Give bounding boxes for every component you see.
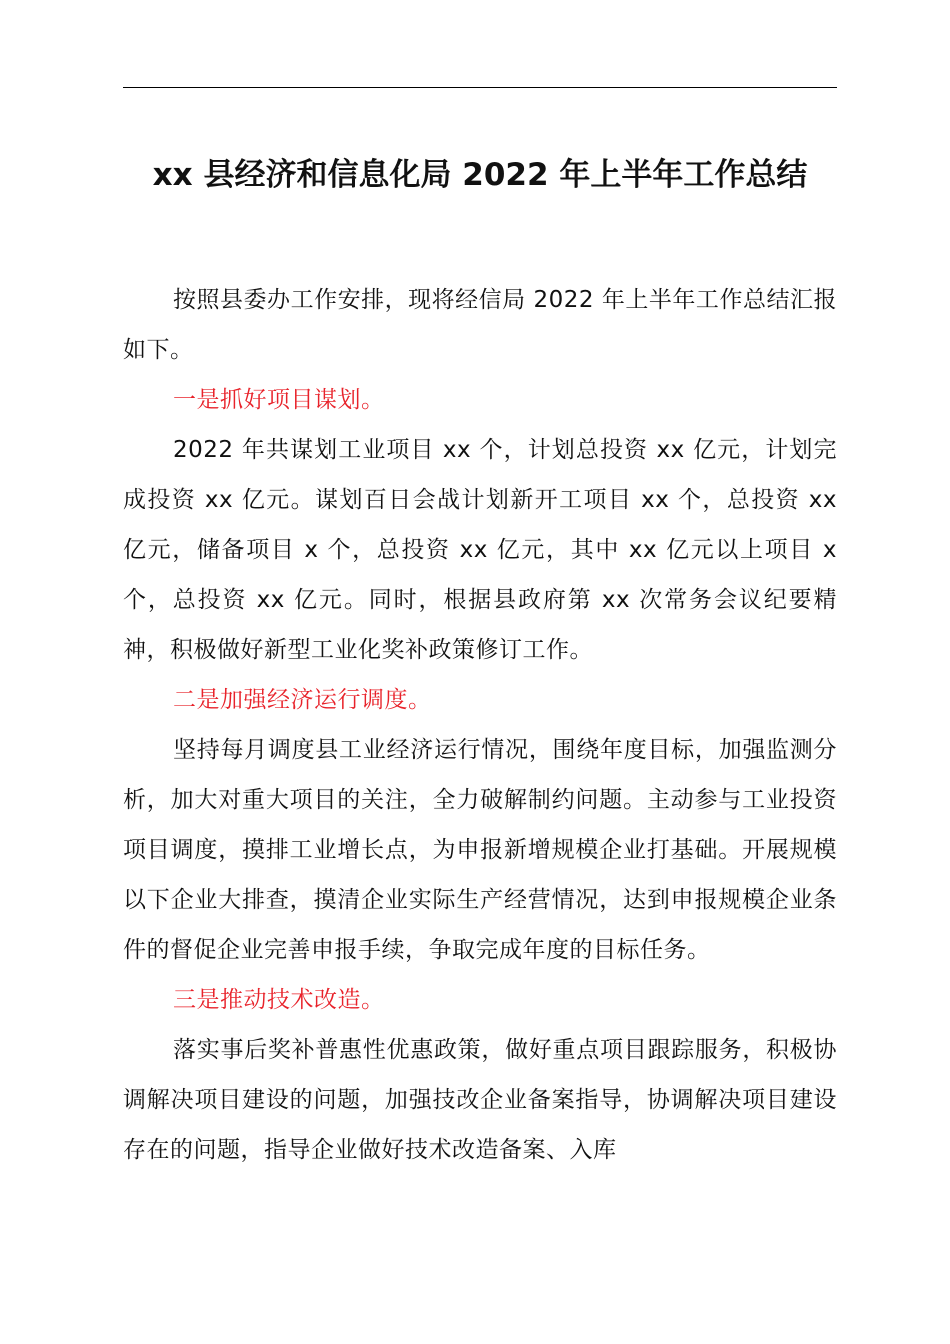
section-body-3: 落实事后奖补普惠性优惠政策，做好重点项目跟踪服务，积极协调解决项目建设的问题，加强技改企业备案指导，协调解决项目建设存在的问题，指导企业做好技术改造备案、入库 bbox=[123, 1037, 837, 1163]
section-heading-2: 二是加强经济运行调度。 bbox=[173, 687, 432, 713]
section-body-1: 2022 年共谋划工业项目 xx 个，计划总投资 xx 亿元，计划完成投资 xx 亿元。谋划百日会战计划新开工项目 xx 个，总投资 xx 亿元，储备项目 x 个，总投资 xx 亿元，其中 xx 亿元以上项目 x 个，总投资 xx 亿元。同时，根据县政府第 xx 次常务会议纪要精神，积极做好新型工业化奖补政策修订工作。 bbox=[123, 437, 837, 663]
intro-paragraph: 按照县委办工作安排，现将经信局 2022 年上半年工作总结汇报如下。 bbox=[123, 287, 837, 363]
document-title: xx 县经济和信息化局 2022 年上半年工作总结 bbox=[152, 157, 808, 193]
section-body-2: 坚持每月调度县工业经济运行情况，围绕年度目标，加强监测分析，加大对重大项目的关注，全力破解制约问题。主动参与工业投资项目调度，摸排工业增长点，为申报新增规模企业打基础。开展规模以下企业大排查，摸清企业实际生产经营情况，达到申报规模企业条件的督促企业完善申报手续，争取完成年度的目标任务。 bbox=[123, 737, 837, 963]
document-body bbox=[123, 275, 837, 1175]
section-heading-3: 三是推动技术改造。 bbox=[173, 987, 385, 1013]
header-rule bbox=[123, 87, 837, 88]
section-heading-1: 一是抓好项目谋划。 bbox=[173, 387, 385, 413]
